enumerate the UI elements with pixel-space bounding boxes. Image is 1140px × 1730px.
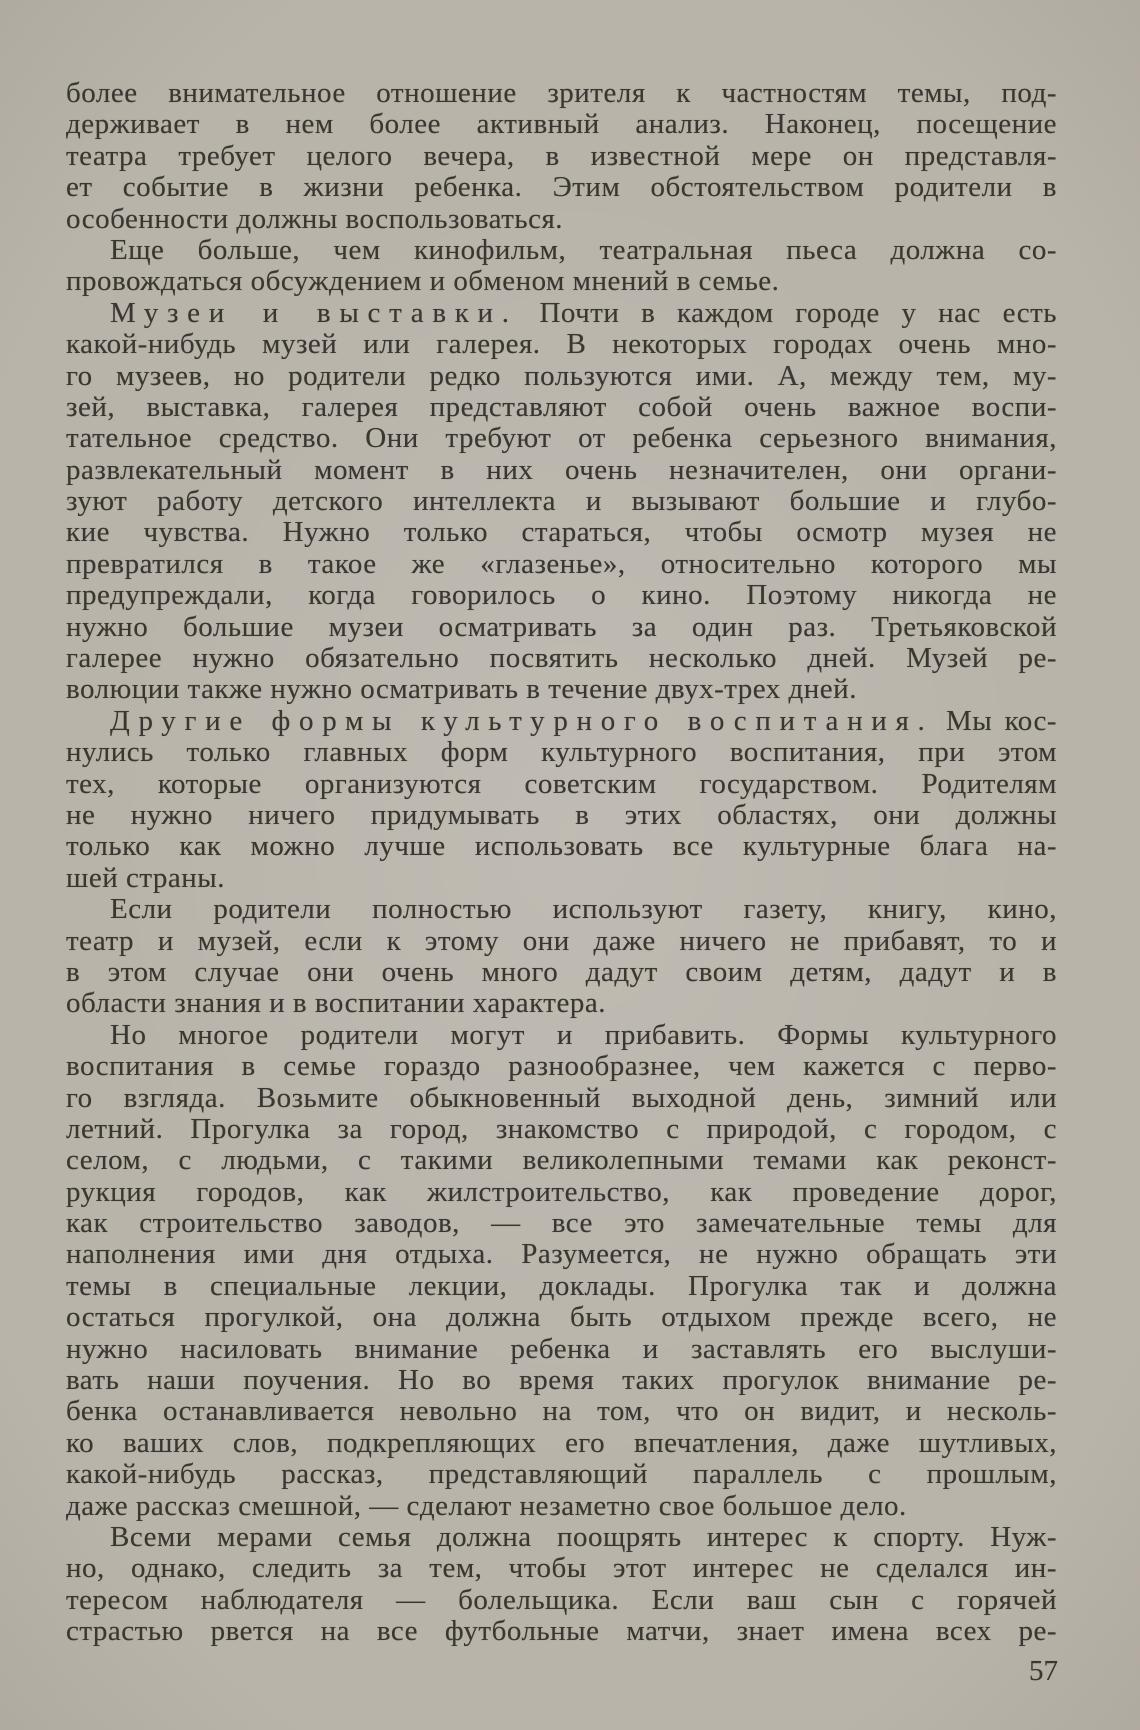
text-line: особенности должны воспользоваться. bbox=[66, 203, 564, 235]
text-line: только как можно лучше использовать все культурные блага на- bbox=[66, 831, 1057, 863]
text-line: какой-нибудь музей или галерея. В некоторых городах очень мно- bbox=[66, 329, 1057, 361]
text-line: превратился в такое же «глазенье», относительно которого мы bbox=[66, 548, 1057, 580]
body-text bbox=[66, 78, 1057, 1648]
text-line: наполнения ими дня отдыха. Разумеется, не нужно обращать эти bbox=[66, 1239, 1057, 1271]
text-line: провождаться обсуждением и обменом мнений в семье. bbox=[66, 266, 780, 298]
text-line: летний. Прогулка за город, знакомство с природой, с городом, с bbox=[66, 1113, 1057, 1145]
text-line: тересом наблюдателя — болельщика. Если ваш сын с горячей bbox=[66, 1584, 1057, 1616]
text-line: как строительство заводов, — все это замечательные темы для bbox=[66, 1208, 1057, 1240]
text-line: ко ваших слов, подкрепляющих его впечатления, даже шутливых, bbox=[66, 1427, 1057, 1459]
line-text: Почти в каждом городе у нас есть bbox=[539, 297, 1057, 329]
text-line: не нужно ничего придумывать в этих областях, они должны bbox=[66, 799, 1057, 831]
paragraph bbox=[66, 78, 1057, 235]
paragraph bbox=[66, 894, 1057, 1020]
text-line: тех, которые организуются советским государством. Родителям bbox=[66, 768, 1057, 800]
text-line: зей, выставка, галерея представляют собой очень важное воспи- bbox=[66, 391, 1057, 423]
paragraph bbox=[66, 1020, 1057, 1522]
text-line: предупреждали, когда говорилось о кино. Поэтому никогда не bbox=[66, 580, 1057, 612]
page-number: 57 bbox=[1029, 1655, 1058, 1687]
text-line: го музеев, но родители редко пользуются ими. А, между тем, му- bbox=[66, 360, 1057, 392]
text-line: бенка останавливается невольно на том, что он видит, и несколь- bbox=[66, 1396, 1057, 1428]
text-line: Еще больше, чем кинофильм, театральная пьеса должна со- bbox=[110, 234, 1057, 266]
text-line: галерее нужно обязательно посвятить несколько дней. Музей ре- bbox=[66, 643, 1057, 675]
paragraph bbox=[66, 1522, 1057, 1648]
text-line: области знания и в воспитании характера. bbox=[66, 988, 606, 1020]
text-line: нулись только главных форм культурного воспитания, при этом bbox=[66, 737, 1057, 769]
text-line: нужно насиловать внимание ребенка и заставлять его выслуши- bbox=[66, 1333, 1057, 1365]
paragraph bbox=[66, 706, 1057, 894]
text-line: Если родители полностью используют газету, книгу, кино, bbox=[110, 894, 1057, 926]
text-line: в этом случае они очень много дадут своим детям, дадут и в bbox=[66, 956, 1057, 988]
text-line: какой-нибудь рассказ, представляющий параллель с прошлым, bbox=[66, 1459, 1057, 1491]
text-line: страстью рвется на все футбольные матчи, знает имена всех ре- bbox=[66, 1616, 1057, 1648]
text-line: театра требует целого вечера, в известной мере он представля- bbox=[66, 140, 1057, 172]
text-line: театр и музей, если к этому они даже ничего не прибавят, то и bbox=[66, 925, 1057, 957]
spaced-heading: Другие формы культурного воспитания. bbox=[110, 705, 934, 737]
text-line bbox=[66, 298, 1057, 329]
spaced-heading: Музеи и выставки. bbox=[110, 297, 518, 329]
text-line: зуют работу детского интеллекта и вызывают большие и глубо- bbox=[66, 486, 1057, 518]
text-line: селом, с людьми, с такими великолепными темами как реконст- bbox=[66, 1145, 1057, 1177]
text-line: волюции также нужно осматривать в течение двух-трех дней. bbox=[66, 674, 857, 706]
text-line: го взгляда. Возьмите обыкновенный выходной день, зимний или bbox=[66, 1082, 1057, 1114]
text-line: шей страны. bbox=[66, 862, 225, 894]
text-line: вать наши поучения. Но во время таких прогулок внимание ре- bbox=[66, 1365, 1057, 1397]
text-line: держивает в нем более активный анализ. Наконец, посещение bbox=[66, 109, 1057, 141]
text-line: более внимательное отношение зрителя к частностям темы, под- bbox=[66, 78, 1057, 109]
text-line: нужно большие музеи осматривать за один раз. Третьяковской bbox=[66, 611, 1057, 643]
text-line: развлекательный момент в них очень незначителен, они органи- bbox=[66, 454, 1057, 486]
text-line: Всеми мерами семья должна поощрять интерес к спорту. Нуж- bbox=[110, 1521, 1057, 1553]
text-line: остаться прогулкой, она должна быть отдыхом прежде всего, не bbox=[66, 1302, 1057, 1334]
line-text: Мы кос- bbox=[945, 705, 1057, 737]
text-line: темы в специальные лекции, доклады. Прогулка так и должна bbox=[66, 1270, 1057, 1302]
text-line: даже рассказ смешной, — сделают незаметно свое большое дело. bbox=[66, 1490, 907, 1522]
text-line: тательное средство. Они требуют от ребенка серьезного внимания, bbox=[66, 423, 1057, 455]
paragraph bbox=[66, 298, 1057, 706]
text-line: кие чувства. Нужно только стараться, чтобы осмотр музея не bbox=[66, 517, 1057, 549]
text-line: рукция городов, как жилстроительство, как проведение дорог, bbox=[66, 1176, 1057, 1208]
text-line: Но многое родители могут и прибавить. Формы культурного bbox=[110, 1019, 1057, 1051]
paragraph bbox=[66, 235, 1057, 298]
text-line: но, однако, следить за тем, чтобы этот интерес не сделался ин- bbox=[66, 1553, 1057, 1585]
text-line: воспитания в семье гораздо разнообразнее, чем кажется с перво- bbox=[66, 1051, 1057, 1083]
text-line: ет событие в жизни ребенка. Этим обстоятельством родители в bbox=[66, 172, 1057, 204]
text-line bbox=[66, 706, 1057, 737]
